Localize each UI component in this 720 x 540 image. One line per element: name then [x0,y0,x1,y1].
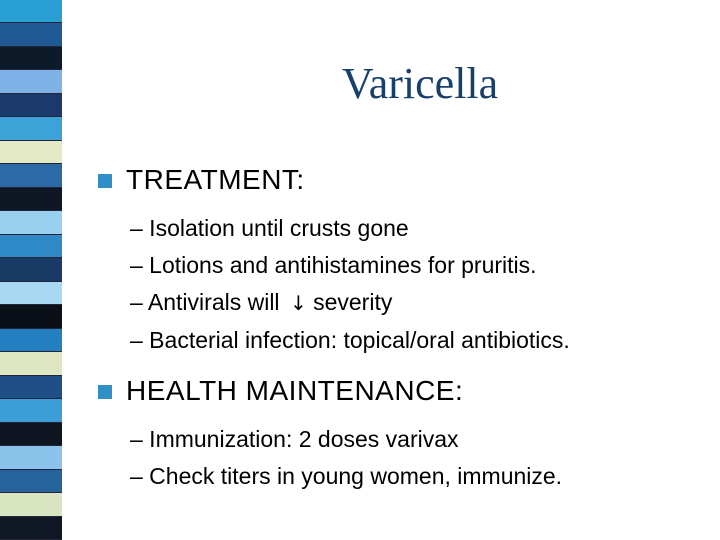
stripe-block [0,423,62,446]
health-maintenance-list [130,421,708,495]
stripe-block [0,305,62,328]
stripe-block [0,470,62,493]
list-item: – Check titers in young women, immunize. [130,463,563,489]
list-item: – Lotions and antihistamines for pruritis. [130,252,537,278]
section-heading-text: TREATMENT: [126,164,305,195]
stripe-block [0,70,62,93]
square-bullet-icon [98,174,112,188]
stripe-block [0,517,62,540]
slide-title: Varicella [341,59,499,108]
decorative-stripe [0,0,62,540]
section-heading-treatment [98,160,708,200]
list-item: – Isolation until crusts gone [130,215,409,241]
list-item: – Immunization: 2 doses varivax [130,426,459,452]
stripe-block [0,188,62,211]
square-bullet-icon [98,385,112,399]
stripe-block [0,47,62,70]
list-item [130,284,708,322]
stripe-block [0,235,62,258]
stripe-block [0,23,62,46]
stripe-block [0,0,62,23]
stripe-block [0,493,62,516]
list-item-text: – Antivirals will [130,289,280,315]
stripe-block [0,352,62,375]
stripe-block [0,164,62,187]
stripe-block [0,282,62,305]
stripe-block [0,446,62,469]
section-heading-text: HEALTH MAINTENANCE: [126,375,464,406]
stripe-block [0,141,62,164]
stripe-block [0,117,62,140]
treatment-list [130,210,708,359]
list-item: – Bacterial infection: topical/oral antibiotics. [130,327,570,353]
stripe-block [0,258,62,281]
down-arrow-icon: ↓ [289,291,307,315]
stripe-block [0,94,62,117]
slide-body [98,160,708,507]
stripe-block [0,329,62,352]
stripe-block [0,211,62,234]
section-heading-health-maintenance [98,371,708,411]
stripe-block [0,376,62,399]
stripe-block [0,399,62,422]
list-item-text: severity [313,289,393,315]
